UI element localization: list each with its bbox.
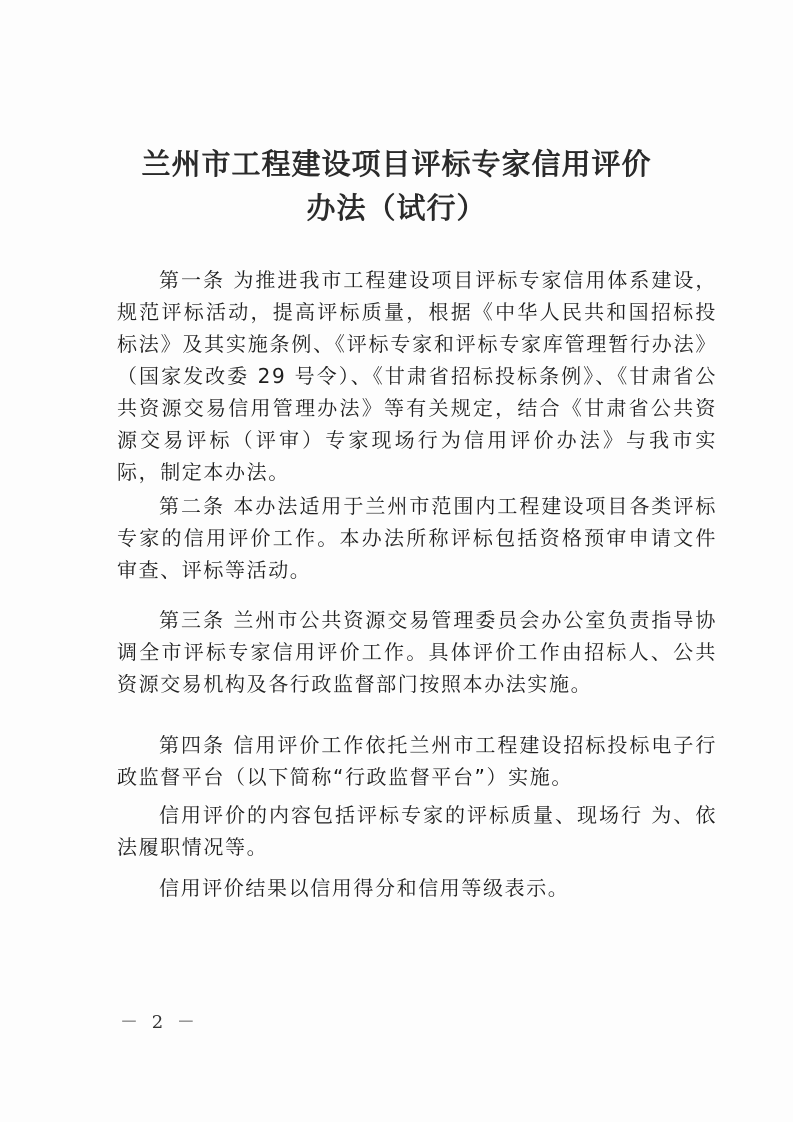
article-2-paragraph: 第二条 本办法适用于兰州市范围内工程建设项目各类评标专家的信用评价工作。本办法所称评标包括资格预审申请文件审查、评标等活动。 <box>117 494 717 582</box>
article-1-paragraph: 第一条 为推进我市工程建设项目评标专家信用体系建设，规范评标活动，提高评标质量，根据《中华人民共和国招标投标法》及其实施条例、《评标专家和评标专家库管理暂行办法》（国家发改委 29 号令）、《甘肃省招标投标条例》、《甘肃省公共资源交易信用管理办法》等有关规定，结合《甘肃省公共资源交易评标（评审）专家现场行为信用评价办法》与我市实际，制定本办法。 <box>117 268 717 484</box>
article-4-result-paragraph: 信用评价结果以信用得分和信用等级表示。 <box>159 876 570 900</box>
article-3-paragraph: 第三条 兰州市公共资源交易管理委员会办公室负责指导协调全市评标专家信用评价工作。具体评价工作由招标人、公共资源交易机构及各行政监督部门按照本办法实施。 <box>117 608 717 696</box>
page-number: － 2 － <box>120 1012 199 1033</box>
document-title-line-1: 兰州市工程建设项目评标专家信用评价 <box>141 147 652 181</box>
document-title-line-2: 办法（试行） <box>306 191 487 225</box>
article-4-paragraph: 第四条 信用评价工作依托兰州市工程建设招标投标电子行政监督平台（以下简称“行政监督平台”）实施。 <box>117 733 717 789</box>
article-4-content-paragraph: 信用评价的内容包括评标专家的评标质量、现场行 为、依法履职情况等。 <box>117 803 717 859</box>
